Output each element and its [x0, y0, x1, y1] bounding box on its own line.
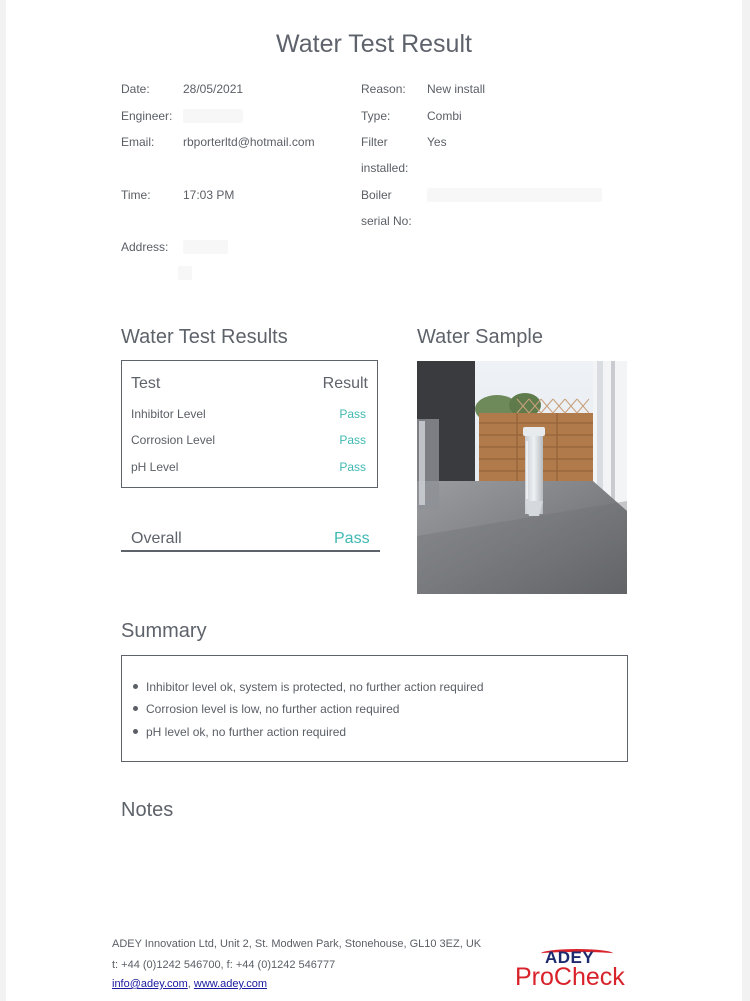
footer-web-link[interactable]: www.adey.com — [193, 978, 268, 990]
address-label: Address: — [121, 240, 169, 254]
boiler-label-line1: Boiler — [361, 188, 392, 202]
reason-label: Reason: — [361, 82, 406, 96]
type-label: Type: — [361, 109, 391, 123]
results-row-test: pH Level — [131, 460, 179, 474]
results-row-result: Pass — [339, 460, 366, 474]
overall-underline — [121, 550, 380, 552]
sample-heading: Water Sample — [417, 326, 543, 348]
boiler-label-line2: serial No: — [361, 214, 412, 228]
footer-separator: , — [187, 978, 191, 990]
report-page — [6, 0, 742, 1001]
summary-heading: Summary — [121, 620, 207, 642]
summary-item-text: Inhibitor level ok, system is protected, no further action required — [146, 680, 484, 694]
reason-value: New install — [427, 82, 486, 96]
summary-item-text: Corrosion level is low, no further action required — [146, 702, 400, 716]
overall-result: Pass — [334, 530, 370, 547]
email-label: Email: — [121, 135, 155, 149]
filter-value: Yes — [427, 135, 447, 149]
summary-item — [133, 680, 484, 694]
type-value: Combi — [427, 109, 462, 123]
results-row-result: Pass — [339, 407, 366, 421]
time-value: 17:03 PM — [183, 188, 235, 202]
notes-heading: Notes — [121, 799, 174, 821]
footer-phone: t: +44 (0)1242 546700, f: +44 (0)1242 546777 — [112, 959, 336, 971]
boiler-serial-redacted — [427, 188, 602, 202]
date-value: 28/05/2021 — [183, 82, 244, 96]
date-label: Date: — [121, 82, 150, 96]
logo-product: ProCheck — [515, 963, 625, 991]
bullet-icon — [133, 729, 138, 734]
address-redacted-1 — [183, 240, 228, 254]
summary-box — [121, 655, 628, 762]
results-col-test: Test — [131, 375, 161, 392]
bullet-icon — [133, 684, 138, 689]
footer-links — [112, 978, 267, 990]
page-title: Water Test Result — [276, 30, 472, 58]
overall-label: Overall — [131, 530, 182, 547]
results-table — [121, 360, 378, 488]
engineer-redacted — [183, 109, 243, 123]
time-label: Time: — [121, 188, 151, 202]
results-col-result: Result — [322, 375, 368, 392]
summary-item — [133, 725, 346, 739]
summary-item-text: pH level ok, no further action required — [146, 725, 347, 739]
results-heading: Water Test Results — [121, 326, 288, 348]
results-row-test: Inhibitor Level — [131, 407, 206, 421]
email-value: rbporterltd@hotmail.com — [183, 135, 315, 149]
bullet-icon — [133, 706, 138, 711]
filter-label-line1: Filter — [361, 135, 388, 149]
filter-label-line2: installed: — [361, 161, 409, 175]
summary-item — [133, 702, 399, 716]
results-row-test: Corrosion Level — [131, 433, 216, 447]
footer-email-link[interactable]: info@adey.com — [112, 978, 188, 990]
engineer-label: Engineer: — [121, 109, 173, 123]
logo-brand: ADEY — [545, 948, 595, 967]
address-redacted-2 — [178, 266, 192, 280]
results-row-result: Pass — [339, 433, 366, 447]
footer-address: ADEY Innovation Ltd, Unit 2, St. Modwen Park, Stonehouse, GL10 3EZ, UK — [112, 938, 482, 950]
water-sample-photo — [417, 361, 627, 594]
